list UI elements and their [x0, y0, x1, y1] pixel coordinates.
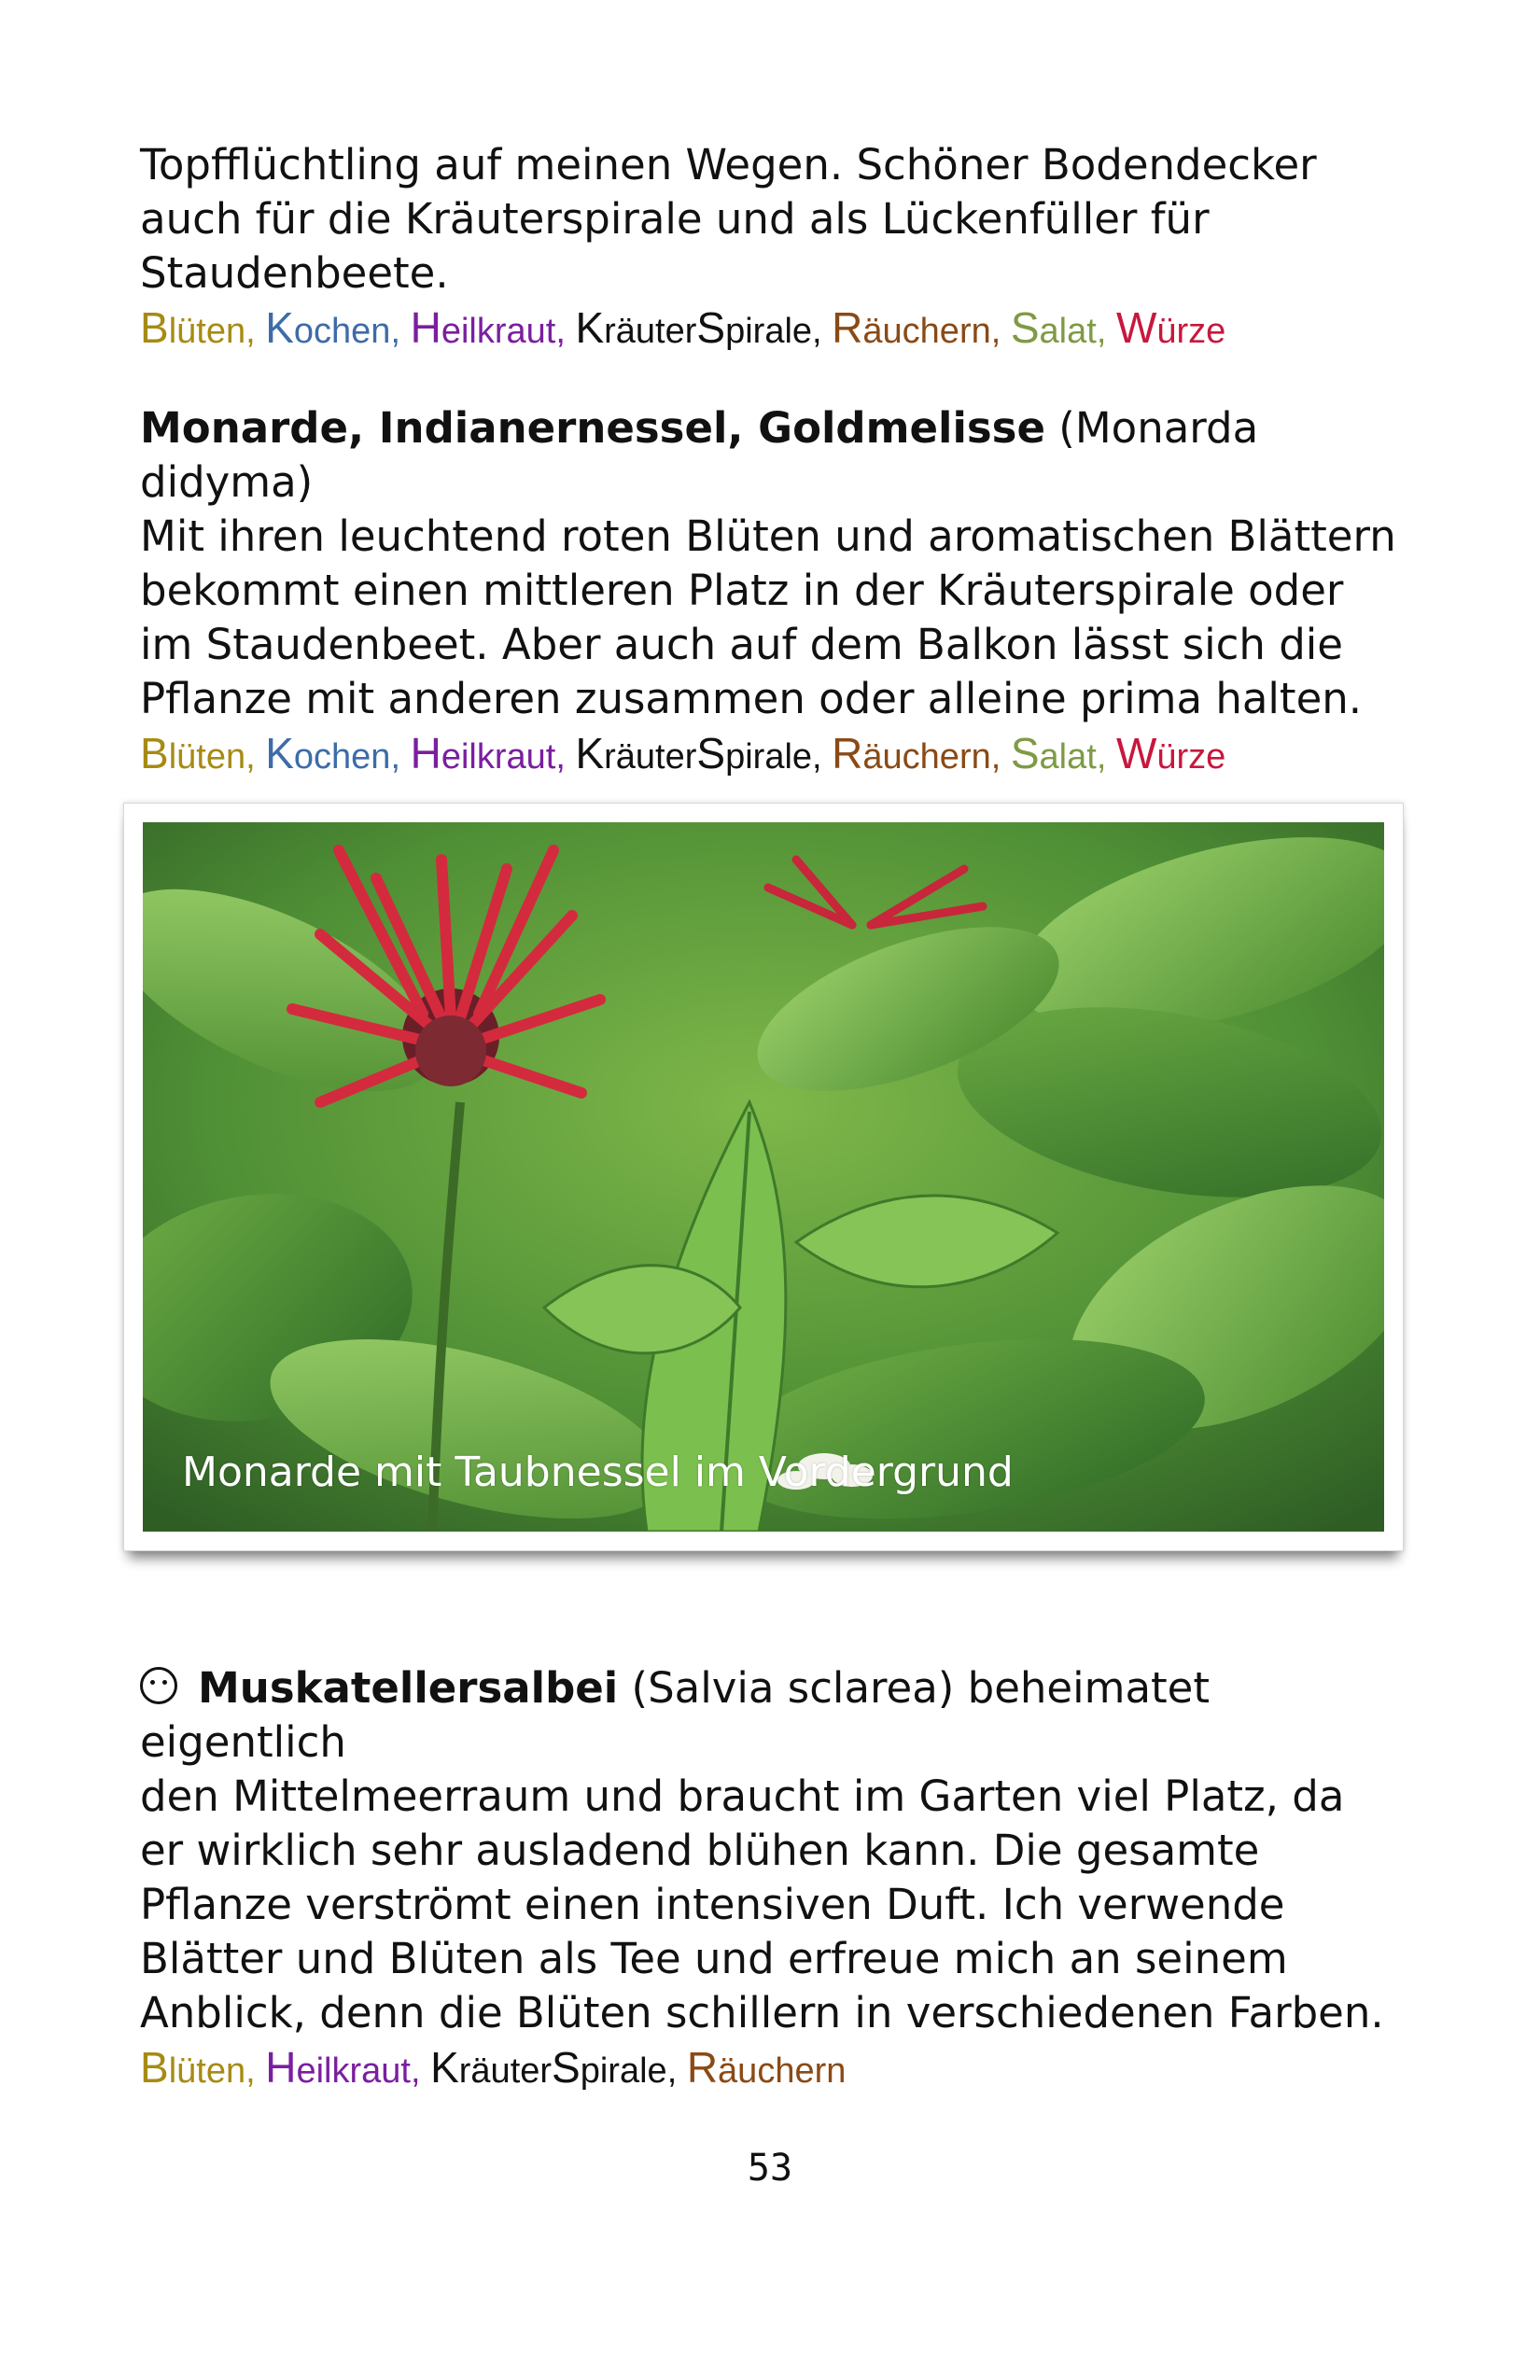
plant-photo-frame [123, 803, 1404, 1551]
muskateller-line: den Mittelmeerraum und braucht im Garten viel Platz, da [140, 1771, 1345, 1821]
monarde-paragraph [140, 401, 1409, 784]
muskateller-heading-line: Muskatellersalbei (Salvia sclarea) beheimatet eigentlich [140, 1663, 1210, 1767]
monarde-photo-illustration [143, 822, 1384, 1532]
monarde-line: bekommt einen mittleren Platz in der Kräuterspirale oder [140, 566, 1344, 615]
intro-line: Topfflüchtling auf meinen Wegen. Schöner Bodendecker [140, 140, 1317, 189]
monarde-line: Mit ihren leuchtend roten Blüten und aromatischen Blättern [140, 511, 1396, 561]
photo-caption: Monarde mit Taubnessel im Vordergrund [182, 1449, 1014, 1496]
plant-name: Monarde, Indianernessel, Goldmelisse [140, 403, 1045, 453]
muskateller-line: Anblick, denn die Blüten schillern in verschiedenen Farben. [140, 1988, 1384, 2037]
monarde-line: im Staudenbeet. Aber auch auf dem Balkon lässt sich die [140, 620, 1343, 669]
muskateller-line: Blätter und Blüten als Tee und erfreue mich an seinem [140, 1934, 1288, 1983]
page-number: 53 [747, 2147, 793, 2190]
monarde-photo [143, 822, 1384, 1532]
intro-line: Staudenbeete. [140, 248, 449, 298]
muskateller-line: Pflanze verströmt einen intensiven Duft. Ich verwende [140, 1880, 1285, 1929]
latin-name: (Monarda didyma) [140, 403, 1259, 507]
usage-tags: Blüten, Heilkraut, KräuterSpirale, Räuchern [140, 2043, 847, 2092]
usage-tags: Blüten, Kochen, Heilkraut, KräuterSpirale, Räuchern, Salat, Würze [140, 303, 1226, 352]
muskateller-paragraph [140, 1661, 1409, 2098]
plant-name: Muskatellersalbei [198, 1663, 619, 1713]
monarde-line: Pflanze mit anderen zusammen oder alleine prima halten. [140, 674, 1363, 723]
intro-paragraph [140, 138, 1409, 358]
smiley-icon [140, 1667, 177, 1704]
usage-tags: Blüten, Kochen, Heilkraut, KräuterSpirale, Räuchern, Salat, Würze [140, 729, 1226, 777]
muskateller-line: er wirklich sehr ausladend blühen kann. Die gesamte [140, 1826, 1260, 1875]
intro-line: auch für die Kräuterspirale und als Lückenfüller für [140, 194, 1210, 244]
monarde-heading-line [140, 401, 1409, 510]
